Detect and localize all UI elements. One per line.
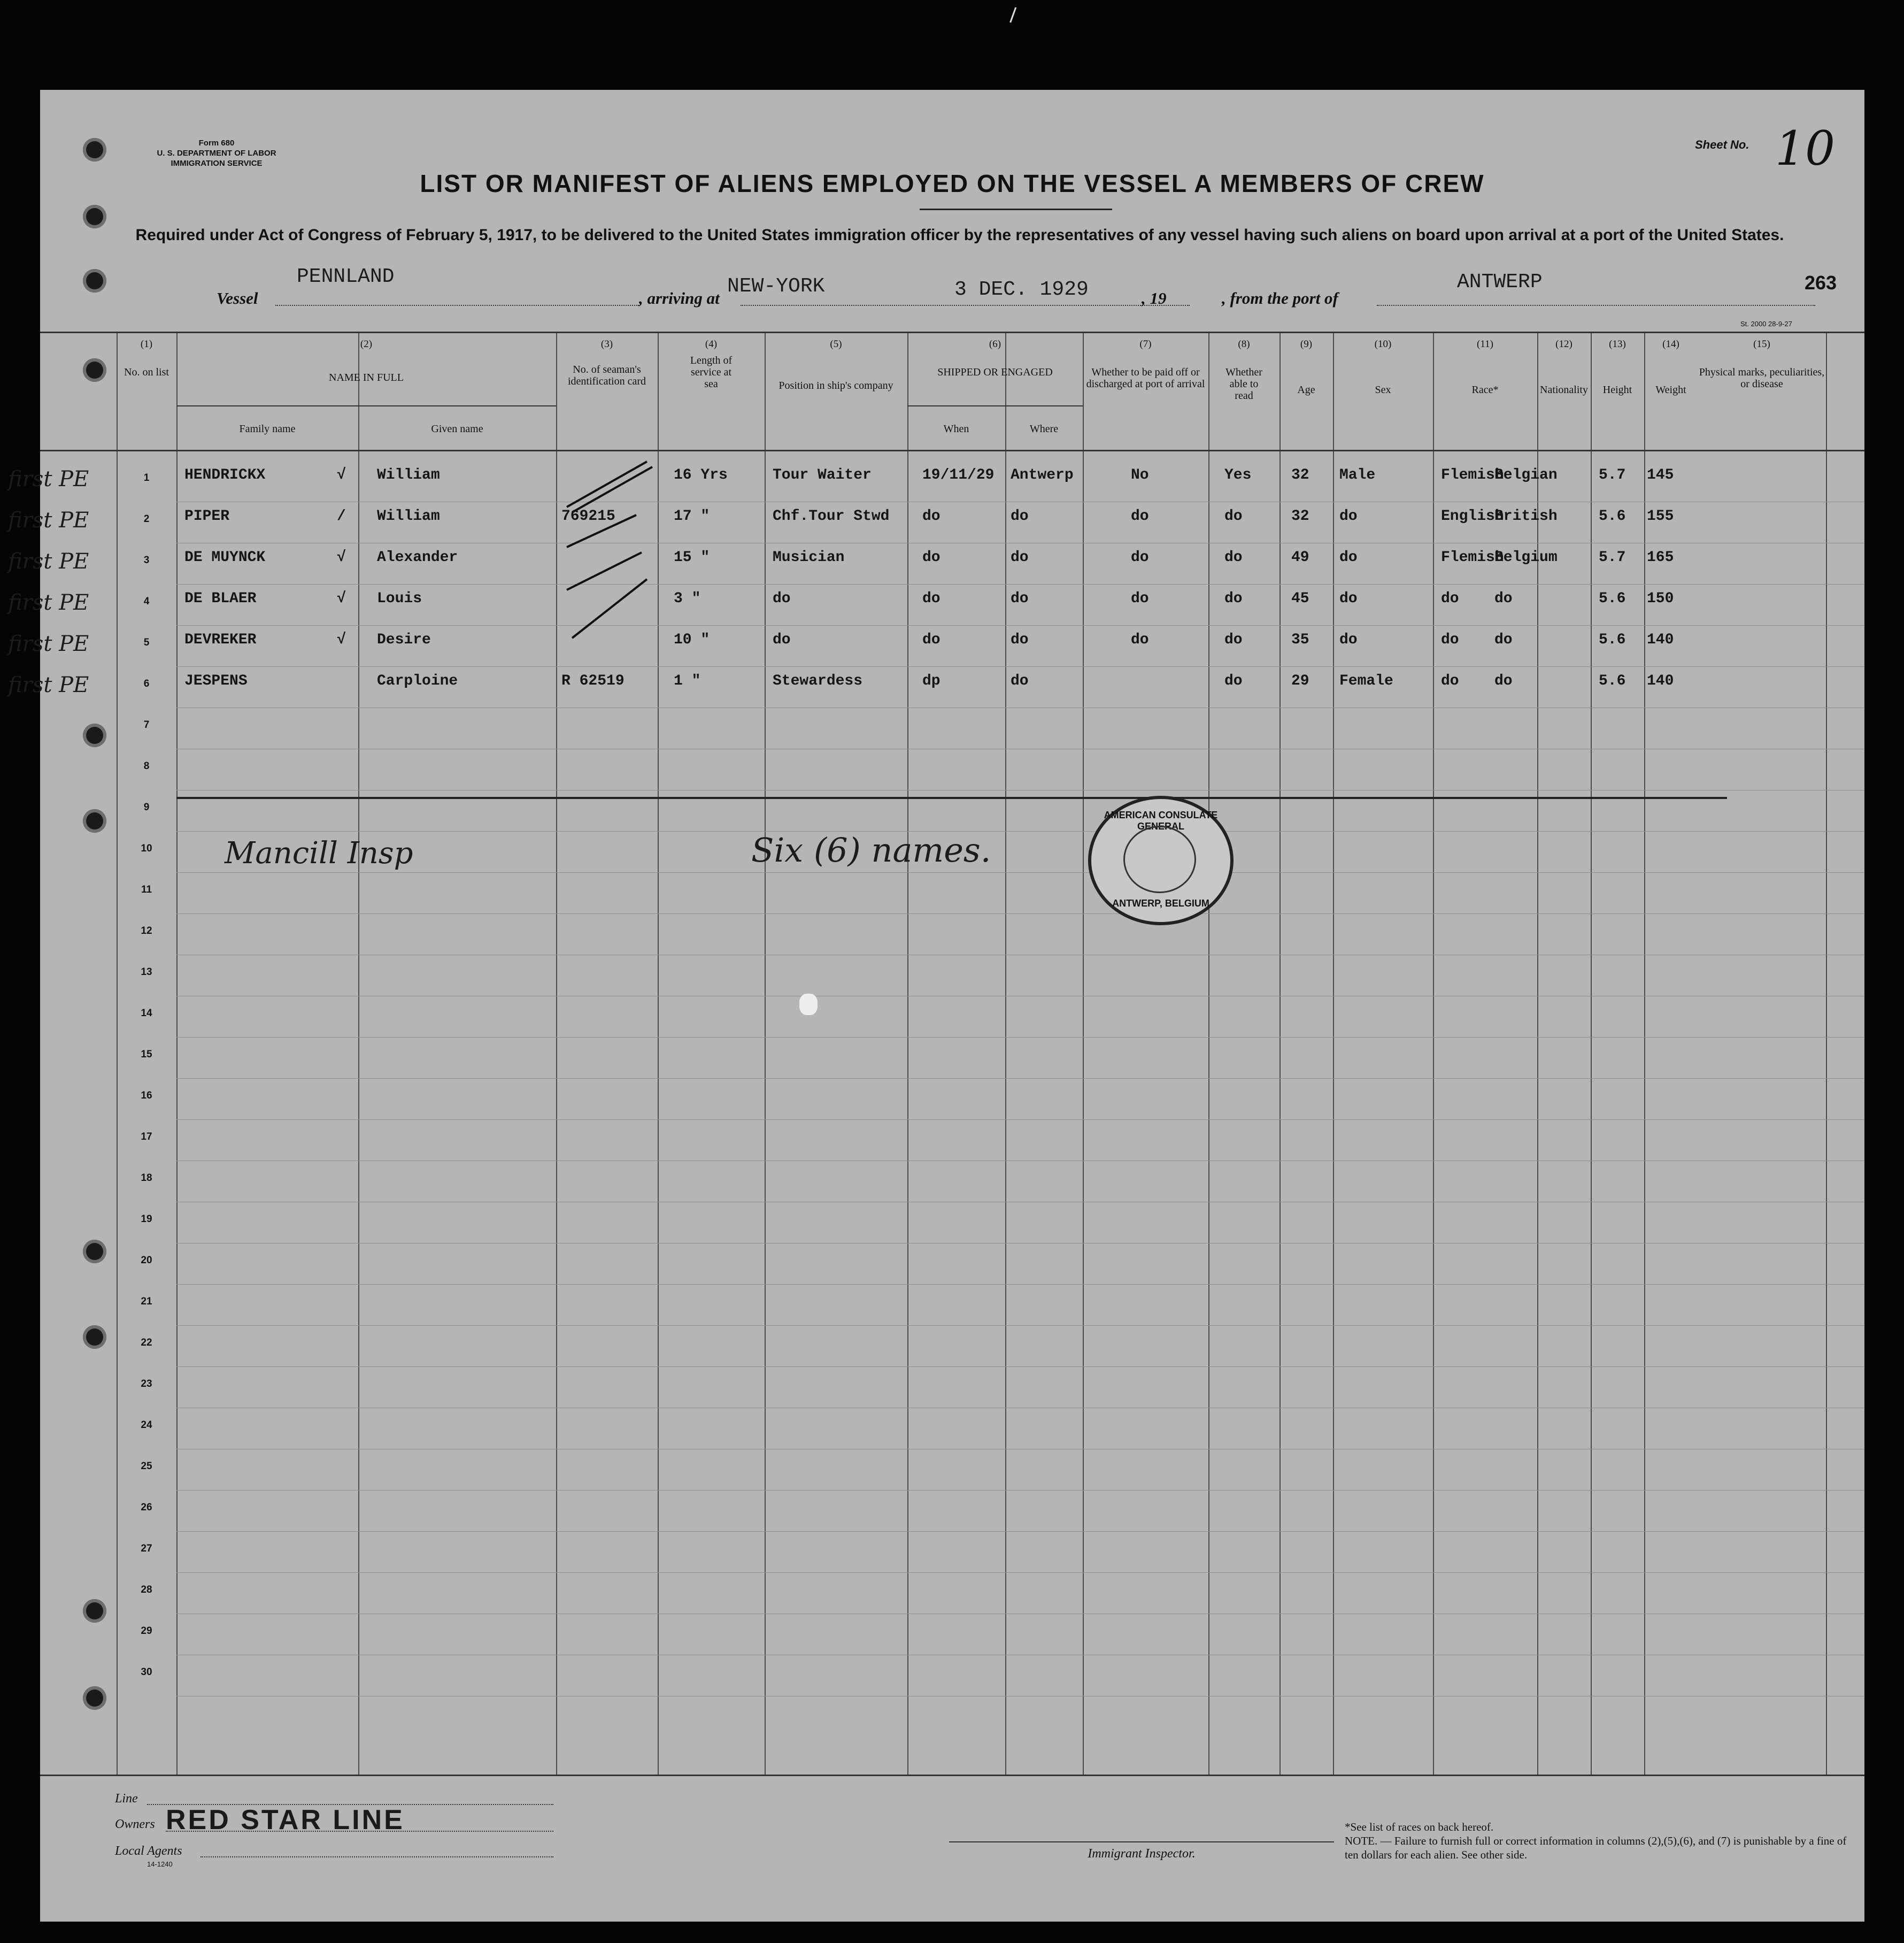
cell-family: DE BLAER bbox=[184, 590, 257, 607]
cell-where: do bbox=[1011, 590, 1029, 607]
col-number: (14) bbox=[1662, 339, 1679, 350]
cell-weight: 140 bbox=[1647, 632, 1674, 648]
cell-read: do bbox=[1224, 673, 1243, 689]
stamp-bottom-text: ANTWERP, BELGIUM bbox=[1112, 898, 1209, 909]
col-label: Nationality bbox=[1540, 384, 1588, 396]
col-weight-header bbox=[1644, 339, 1698, 396]
agents-underline bbox=[201, 1856, 553, 1857]
cell-age: 32 bbox=[1291, 508, 1309, 525]
row-rule bbox=[176, 1119, 1864, 1120]
row-rule bbox=[176, 913, 1864, 914]
row-number: 27 bbox=[141, 1543, 152, 1554]
cell-family: PIPER bbox=[184, 508, 230, 525]
cell-weight: 165 bbox=[1647, 549, 1674, 566]
cell-position: Musician bbox=[773, 549, 845, 566]
row-number: 12 bbox=[141, 925, 152, 936]
col-divider bbox=[1083, 333, 1084, 1775]
cell-where: Antwerp bbox=[1011, 467, 1074, 483]
row-number: 1 bbox=[143, 472, 150, 483]
col-number: (15) bbox=[1753, 339, 1770, 350]
col-divider bbox=[1591, 333, 1592, 1775]
row-rule bbox=[176, 666, 1864, 667]
from-port-label: , from the port of bbox=[1222, 289, 1338, 308]
form-number: Form 680 bbox=[198, 139, 235, 148]
cell-paid: do bbox=[1131, 632, 1149, 648]
binder-hole bbox=[83, 269, 106, 293]
row-number: 19 bbox=[141, 1214, 152, 1225]
col-divider bbox=[765, 333, 766, 1775]
cell-service: 3 " bbox=[674, 590, 701, 607]
col-number: (4) bbox=[705, 339, 718, 350]
cell-nationality: do bbox=[1494, 632, 1513, 648]
row-rule bbox=[176, 1366, 1864, 1367]
cell-check: √ bbox=[337, 549, 346, 566]
header-bottom-rule bbox=[40, 450, 1864, 451]
col-number: (5) bbox=[830, 339, 842, 350]
owners-stamp: RED STAR LINE bbox=[166, 1804, 405, 1836]
sheet-number-value: 10 bbox=[1775, 121, 1835, 176]
cell-height: 5.7 bbox=[1599, 467, 1626, 483]
cell-when: 19/11/29 bbox=[922, 467, 995, 483]
cell-margin: first PE bbox=[8, 632, 89, 656]
col-label: No. of seaman's identification card bbox=[567, 364, 646, 387]
cell-family: DEVREKER bbox=[184, 632, 257, 648]
row-rule bbox=[176, 1078, 1864, 1079]
cell-read: do bbox=[1224, 549, 1243, 566]
row-number: 26 bbox=[141, 1502, 152, 1513]
col-label: Length of service at sea bbox=[690, 355, 733, 390]
col-label: Age bbox=[1297, 384, 1315, 396]
strikethrough-row-6 bbox=[176, 797, 1727, 799]
col-label: Whether able to read bbox=[1225, 366, 1262, 402]
cell-service: 16 Yrs bbox=[674, 467, 728, 483]
col-race-header bbox=[1433, 339, 1537, 396]
cell-service: 10 " bbox=[674, 632, 710, 648]
owners-underline bbox=[166, 1831, 553, 1832]
cell-check: √ bbox=[337, 590, 346, 607]
cell-check: √ bbox=[337, 632, 346, 648]
cell-position: Chf.Tour Stwd bbox=[773, 508, 890, 525]
vessel-value: PENNLAND bbox=[297, 265, 395, 288]
col-paid-header bbox=[1083, 339, 1208, 390]
arriving-underline bbox=[741, 305, 1190, 306]
cell-given: Carploine bbox=[377, 673, 458, 689]
col-nationality-header bbox=[1537, 339, 1591, 396]
cell-margin: first PE bbox=[8, 467, 89, 491]
row-rule bbox=[176, 1490, 1864, 1491]
eagle-seal-icon bbox=[1123, 826, 1196, 893]
cell-card: R 62519 bbox=[561, 673, 625, 689]
col-label: Position in ship's company bbox=[778, 380, 893, 391]
col-label: No. on list bbox=[124, 366, 169, 378]
cell-sex: do bbox=[1339, 632, 1358, 648]
row-number: 14 bbox=[141, 1008, 152, 1019]
cell-nationality: Belgian bbox=[1494, 467, 1558, 483]
row-number: 20 bbox=[141, 1255, 152, 1266]
form-identifier bbox=[131, 138, 302, 168]
paper-blemish bbox=[799, 994, 818, 1015]
binder-hole bbox=[83, 138, 106, 162]
row-number: 25 bbox=[141, 1461, 152, 1472]
cell-sex: Male bbox=[1339, 467, 1376, 483]
cell-position: do bbox=[773, 632, 791, 648]
arriving-label: , arriving at bbox=[639, 289, 720, 308]
row-number: 21 bbox=[141, 1296, 152, 1307]
row-rule bbox=[176, 1284, 1864, 1285]
cell-weight: 140 bbox=[1647, 673, 1674, 689]
cell-height: 5.6 bbox=[1599, 673, 1626, 689]
year-label: , 19 bbox=[1142, 289, 1167, 308]
penalty-note: NOTE. — Failure to furnish full or correct information in columns (2),(5),(6), and (7) is punishable by a fine of ten dollars for each alien. See other side. bbox=[1345, 1834, 1847, 1861]
cell-weight: 155 bbox=[1647, 508, 1674, 525]
cell-read: do bbox=[1224, 508, 1243, 525]
cell-service: 15 " bbox=[674, 549, 710, 566]
row-number: 9 bbox=[143, 802, 150, 813]
given-name-header: Given name bbox=[431, 423, 483, 435]
cell-height: 5.6 bbox=[1599, 632, 1626, 648]
where-header: Where bbox=[1029, 423, 1059, 435]
cell-when: dp bbox=[922, 673, 941, 689]
col-divider bbox=[1826, 333, 1827, 1775]
cell-family: JESPENS bbox=[184, 673, 248, 689]
col-position-header bbox=[765, 339, 907, 391]
row-number: 16 bbox=[141, 1090, 152, 1101]
sheet-number-label: Sheet No. bbox=[1695, 138, 1749, 151]
row-number: 24 bbox=[141, 1419, 152, 1431]
cell-read: do bbox=[1224, 632, 1243, 648]
binder-hole bbox=[83, 205, 106, 228]
col-sex-header bbox=[1333, 339, 1433, 396]
arriving-value: NEW-YORK bbox=[727, 275, 825, 298]
cell-read: do bbox=[1224, 590, 1243, 607]
cell-age: 45 bbox=[1291, 590, 1309, 607]
row-rule bbox=[176, 1037, 1864, 1038]
cell-read: Yes bbox=[1224, 467, 1252, 483]
cell-family: DE MUYNCK bbox=[184, 549, 266, 566]
stamp-top-text: AMERICAN CONSULATE GENERAL bbox=[1104, 810, 1218, 832]
cell-service: 17 " bbox=[674, 508, 710, 525]
cell-weight: 150 bbox=[1647, 590, 1674, 607]
col-number: (7) bbox=[1139, 339, 1152, 350]
cell-age: 49 bbox=[1291, 549, 1309, 566]
row-number: 7 bbox=[143, 719, 150, 731]
arrival-date: 3 DEC. 1929 bbox=[954, 278, 1089, 301]
col-number: (12) bbox=[1555, 339, 1572, 350]
row-rule bbox=[176, 831, 1864, 832]
cell-margin: first PE bbox=[8, 590, 89, 615]
col-divider bbox=[658, 333, 659, 1775]
col-divider bbox=[907, 333, 908, 1775]
cell-where: do bbox=[1011, 508, 1029, 525]
row-number: 23 bbox=[141, 1378, 152, 1389]
col-divider bbox=[1644, 333, 1645, 1775]
col-service-header bbox=[658, 339, 765, 390]
row-rule bbox=[176, 625, 1864, 626]
col-name-header bbox=[176, 339, 556, 383]
row-rule bbox=[176, 1572, 1864, 1573]
cell-paid: No bbox=[1131, 467, 1149, 483]
cell-nationality: Belgium bbox=[1494, 549, 1558, 566]
cell-paid: do bbox=[1131, 508, 1149, 525]
col-label: NAME IN FULL bbox=[329, 372, 404, 383]
slash-mark bbox=[567, 515, 636, 547]
col-divider bbox=[1208, 333, 1209, 1775]
list-number: 263 bbox=[1805, 272, 1837, 294]
cell-given: William bbox=[377, 508, 440, 525]
row-number: 10 bbox=[141, 843, 152, 854]
manifest-sheet bbox=[8, 90, 1864, 1922]
cell-service: 1 " bbox=[674, 673, 701, 689]
cell-card: 769215 bbox=[561, 508, 615, 525]
cell-age: 35 bbox=[1291, 632, 1309, 648]
cell-race: do bbox=[1441, 632, 1459, 648]
row-rule bbox=[176, 584, 1864, 585]
col-label: Sex bbox=[1375, 384, 1391, 396]
shipped-header-rule bbox=[907, 405, 1083, 406]
department-name: U. S. DEPARTMENT OF LABOR bbox=[157, 149, 276, 158]
col-number: (6) bbox=[989, 339, 1001, 350]
row-number: 17 bbox=[141, 1131, 152, 1142]
local-agents-label: Local Agents bbox=[115, 1844, 182, 1858]
col-shipped-header bbox=[907, 339, 1083, 378]
races-note: *See list of races on back hereof. bbox=[1345, 1821, 1494, 1833]
cell-race: do bbox=[1441, 590, 1459, 607]
cell-sex: Female bbox=[1339, 673, 1393, 689]
owners-label: Owners bbox=[115, 1817, 155, 1831]
row-number: 3 bbox=[143, 555, 150, 566]
cell-position: do bbox=[773, 590, 791, 607]
col-no-header bbox=[117, 339, 176, 378]
cell-nationality: do bbox=[1494, 590, 1513, 607]
row-rule bbox=[176, 1325, 1864, 1326]
cell-nationality: do bbox=[1494, 673, 1513, 689]
cell-given: Desire bbox=[377, 632, 431, 648]
col-divider bbox=[1433, 333, 1434, 1775]
cell-sex: do bbox=[1339, 590, 1358, 607]
cell-weight: 145 bbox=[1647, 467, 1674, 483]
cell-where: do bbox=[1011, 673, 1029, 689]
cell-check: / bbox=[337, 508, 346, 525]
cell-when: do bbox=[922, 590, 941, 607]
col-label: Height bbox=[1602, 384, 1632, 396]
from-port-underline bbox=[1377, 305, 1815, 306]
cell-when: do bbox=[922, 632, 941, 648]
cell-given: Alexander bbox=[377, 549, 458, 566]
col-number: (2) bbox=[360, 339, 373, 350]
vessel-label: Vessel bbox=[217, 289, 258, 308]
row-rule bbox=[176, 872, 1864, 873]
row-number: 2 bbox=[143, 513, 150, 525]
row-number: 29 bbox=[141, 1625, 152, 1637]
col-divider bbox=[1279, 333, 1281, 1775]
cell-check: √ bbox=[337, 467, 346, 483]
col-label: SHIPPED OR ENGAGED bbox=[937, 366, 1053, 378]
cell-race: Flemish bbox=[1441, 549, 1504, 566]
cell-position: Stewardess bbox=[773, 673, 863, 689]
cell-position: Tour Waiter bbox=[773, 467, 872, 483]
col-divider bbox=[1333, 333, 1334, 1775]
row-number: 5 bbox=[143, 637, 150, 648]
col-divider bbox=[358, 333, 359, 1775]
cell-nationality: British bbox=[1494, 508, 1558, 525]
document-subtitle: Required under Act of Congress of February 5, 1917, to be delivered to the United States immigration officer by the representatives of any vessel having such aliens on board upon arrival at a port of the United States. bbox=[135, 226, 1784, 244]
slash-mark bbox=[567, 552, 642, 590]
row-number: 22 bbox=[141, 1337, 152, 1348]
cell-margin: first PE bbox=[8, 673, 89, 697]
row-number: 18 bbox=[141, 1172, 152, 1184]
row-number: 15 bbox=[141, 1049, 152, 1060]
row-number: 11 bbox=[141, 884, 152, 895]
crew-table bbox=[40, 332, 1864, 1776]
consulate-stamp bbox=[1088, 796, 1234, 925]
cell-when: do bbox=[922, 508, 941, 525]
cell-where: do bbox=[1011, 549, 1029, 566]
slash-mark bbox=[567, 462, 652, 512]
cell-family: HENDRICKX bbox=[184, 467, 266, 483]
agents-code: 14-1240 bbox=[147, 1860, 173, 1868]
col-number: (10) bbox=[1374, 339, 1392, 350]
cell-margin: first PE bbox=[8, 508, 89, 533]
cell-paid: do bbox=[1131, 549, 1149, 566]
col-label: Weight bbox=[1655, 384, 1686, 396]
name-count-note: Six (6) names. bbox=[751, 831, 991, 870]
col-divider bbox=[1005, 333, 1006, 1775]
cell-race: do bbox=[1441, 673, 1459, 689]
cell-where: do bbox=[1011, 632, 1029, 648]
col-height-header bbox=[1591, 339, 1644, 396]
cell-given: William bbox=[377, 467, 440, 483]
vessel-underline bbox=[275, 305, 639, 306]
card-slash-marks bbox=[556, 456, 658, 708]
cell-age: 32 bbox=[1291, 467, 1309, 483]
row-number: 13 bbox=[141, 966, 152, 978]
col-label: Physical marks, peculiarities, or disease bbox=[1699, 366, 1825, 390]
col-number: (8) bbox=[1238, 339, 1250, 350]
cell-height: 5.6 bbox=[1599, 508, 1626, 525]
family-name-header: Family name bbox=[239, 423, 296, 435]
row-number: 8 bbox=[143, 761, 150, 772]
col-age-header bbox=[1279, 339, 1333, 396]
col-number: (3) bbox=[600, 339, 613, 350]
cell-sex: do bbox=[1339, 508, 1358, 525]
corner-mark bbox=[1009, 7, 1020, 24]
col-card-header bbox=[556, 339, 658, 387]
cell-race: Flemish bbox=[1441, 467, 1504, 483]
col-label: Whether to be paid off or discharged at port of arrival bbox=[1086, 366, 1205, 390]
from-port-value: ANTWERP bbox=[1457, 271, 1543, 294]
col-label: Race* bbox=[1471, 384, 1499, 396]
row-number: 6 bbox=[143, 678, 150, 689]
cell-height: 5.7 bbox=[1599, 549, 1626, 566]
row-number: 30 bbox=[141, 1666, 152, 1678]
cell-given: Louis bbox=[377, 590, 422, 607]
name-header-rule bbox=[176, 405, 556, 406]
cell-when: do bbox=[922, 549, 941, 566]
print-code: St. 2000 28-9-27 bbox=[1740, 320, 1792, 328]
col-number: (9) bbox=[1300, 339, 1313, 350]
col-physical-header bbox=[1698, 339, 1826, 390]
row-number: 28 bbox=[141, 1584, 152, 1595]
col-number: (13) bbox=[1609, 339, 1626, 350]
footer-notes bbox=[1345, 1820, 1858, 1862]
cell-age: 29 bbox=[1291, 673, 1309, 689]
inspector-label: Immigrant Inspector. bbox=[1088, 1847, 1196, 1861]
cell-sex: do bbox=[1339, 549, 1358, 566]
col-read-header bbox=[1208, 339, 1279, 402]
row-rule bbox=[176, 1531, 1864, 1532]
slash-mark bbox=[572, 579, 647, 638]
row-number: 4 bbox=[143, 596, 150, 607]
line-label: Line bbox=[115, 1792, 138, 1806]
cell-margin: first PE bbox=[8, 549, 89, 574]
title-underline bbox=[920, 209, 1112, 210]
inspector-signature-line bbox=[949, 1841, 1334, 1842]
when-header: When bbox=[943, 423, 969, 435]
col-number: (1) bbox=[140, 339, 153, 350]
col-number: (11) bbox=[1477, 339, 1493, 350]
cell-height: 5.6 bbox=[1599, 590, 1626, 607]
col-divider bbox=[176, 333, 178, 1775]
cell-race: English bbox=[1441, 508, 1504, 525]
inspector-signature: Mancill Insp bbox=[225, 836, 413, 871]
service-name: IMMIGRATION SERVICE bbox=[171, 159, 263, 168]
document-title: LIST OR MANIFEST OF ALIENS EMPLOYED ON THE VESSEL A MEMBERS OF CREW bbox=[420, 170, 1485, 197]
cell-paid: do bbox=[1131, 590, 1149, 607]
